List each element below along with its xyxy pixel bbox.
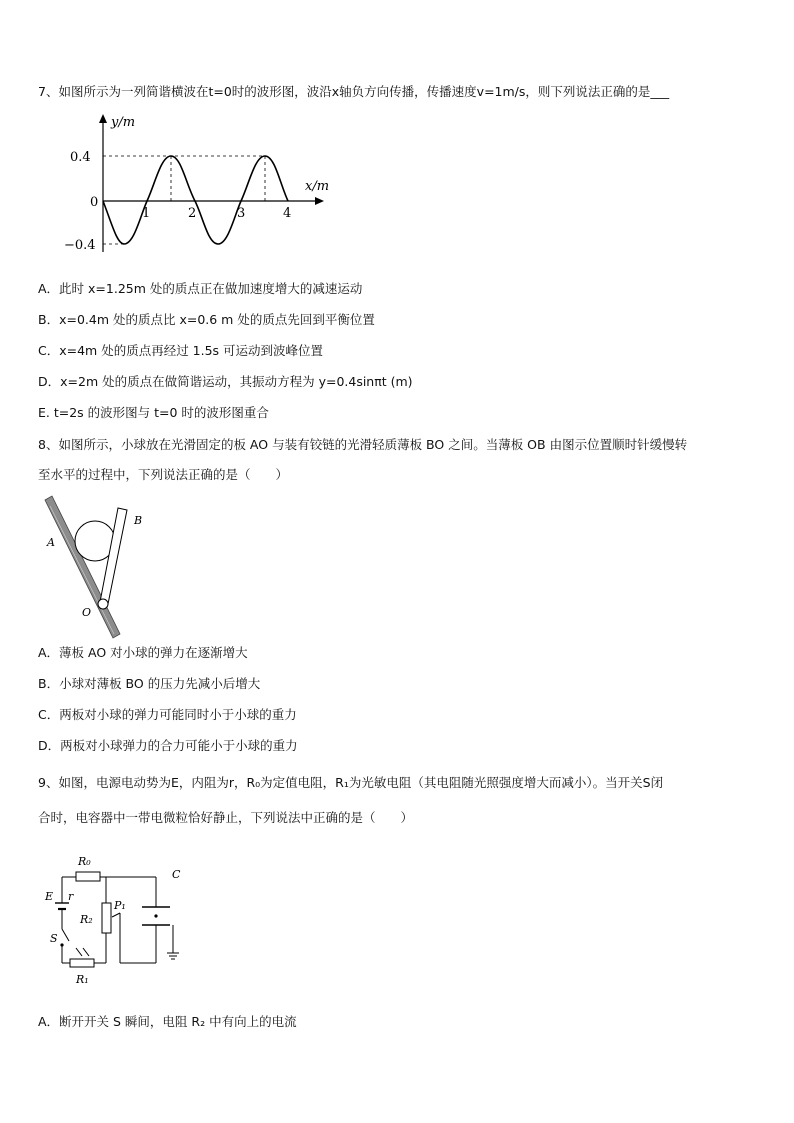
y-tick-0: 0 bbox=[90, 195, 99, 210]
q8-option-b: B．小球对薄板 BO 的压力先减小后增大 bbox=[38, 676, 261, 691]
label-r: r bbox=[68, 890, 74, 903]
q8-board-figure bbox=[40, 494, 160, 640]
resistor-r0 bbox=[76, 872, 100, 881]
x-tick-1: 1 bbox=[142, 206, 151, 221]
resistor-r1 bbox=[70, 959, 94, 967]
wave-curve bbox=[103, 156, 288, 244]
light-arrow-1 bbox=[76, 948, 82, 956]
label-r1: R₁ bbox=[76, 973, 89, 986]
q8-option-a: A．薄板 AO 对小球的弹力在逐渐增大 bbox=[38, 645, 248, 660]
label-a: A bbox=[47, 536, 55, 549]
q9-stem-line-1: 9、如图，电源电动势为E，内阻为r，R₀为定值电阻，R₁为光敏电阻（其电阻随光照强度增大而减小）。当开关S闭 bbox=[38, 775, 664, 790]
resistor-r2 bbox=[102, 903, 111, 933]
hinge bbox=[98, 599, 108, 609]
q7-option-a: A．此时 x=1.25m 处的质点正在做加速度增大的减速运动 bbox=[38, 281, 363, 296]
label-e: E bbox=[45, 890, 54, 903]
x-axis-arrow bbox=[315, 197, 324, 205]
q9-circuit-figure bbox=[40, 845, 200, 991]
y-axis-arrow bbox=[99, 114, 107, 123]
q7-stem: 7、如图所示为一列简谐横波在t=0时的波形图，波沿x轴负方向传播，传播速度v=1m/s，则下列说法正确的是___ bbox=[38, 84, 670, 99]
q9-option-a: A．断开开关 S 瞬间，电阻 R₂ 中有向上的电流 bbox=[38, 1014, 297, 1029]
label-b: B bbox=[134, 514, 143, 527]
q9-stem-line-2: 合时，电容器中一带电微粒恰好静止，下列说法中正确的是（ ） bbox=[38, 810, 414, 825]
q7-option-e: E. t=2s 的波形图与 t=0 时的波形图重合 bbox=[38, 405, 269, 420]
q8-stem-line-2: 至水平的过程中，下列说法正确的是（ ） bbox=[38, 467, 289, 482]
q7-wave-figure bbox=[62, 112, 334, 260]
q7-option-d: D．x=2m 处的质点在做简谐运动，其振动方程为 y=0.4sinπt (m) bbox=[38, 374, 413, 389]
slider-p1-arrow bbox=[112, 913, 120, 917]
light-arrow-2 bbox=[83, 948, 89, 956]
x-tick-2: 2 bbox=[188, 206, 197, 221]
switch-blade bbox=[62, 929, 69, 941]
label-r2: R₂ bbox=[80, 913, 93, 926]
label-o: O bbox=[82, 606, 92, 619]
q7-option-c: C．x=4m 处的质点再经过 1.5s 可运动到波峰位置 bbox=[38, 343, 324, 358]
charged-particle bbox=[154, 914, 157, 917]
y-tick-0-4: 0.4 bbox=[70, 150, 91, 165]
label-c: C bbox=[172, 868, 181, 881]
x-tick-4: 4 bbox=[283, 206, 292, 221]
y-tick-neg-0-4: −0.4 bbox=[64, 238, 96, 253]
label-p1: P₁ bbox=[114, 899, 126, 912]
label-r0: R₀ bbox=[78, 855, 91, 868]
x-axis-label: x/m bbox=[305, 179, 330, 194]
q8-option-d: D．两板对小球弹力的合力可能小于小球的重力 bbox=[38, 738, 298, 753]
switch-contact bbox=[60, 943, 63, 946]
q7-option-b: B．x=0.4m 处的质点比 x=0.6 m 处的质点先回到平衡位置 bbox=[38, 312, 375, 327]
q8-option-c: C．两板对小球的弹力可能同时小于小球的重力 bbox=[38, 707, 297, 722]
q8-stem-line-1: 8、如图所示，小球放在光滑固定的板 AO 与装有铰链的光滑轻质薄板 BO 之间。当薄板 OB 由图示位置顺时针缓慢转 bbox=[38, 437, 688, 452]
y-axis-label: y/m bbox=[111, 115, 136, 130]
x-tick-3: 3 bbox=[237, 206, 246, 221]
label-s: S bbox=[50, 932, 58, 945]
